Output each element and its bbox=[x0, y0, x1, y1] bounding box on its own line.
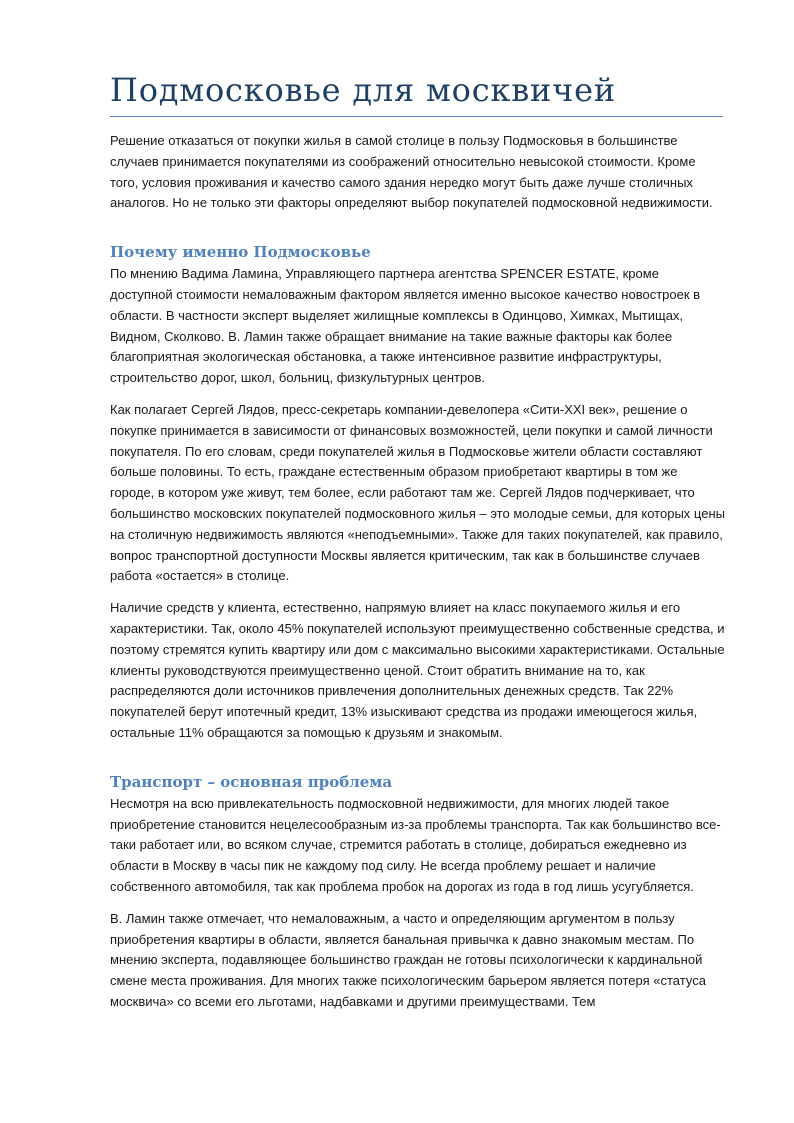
paragraph: Как полагает Сергей Лядов, пресс-секретарь компании-девелопера «Сити-XXI век», решение о покупке принимается в зависимости от финансовых возможностей, цели покупки и самой личности покупателя. По его словам, среди покупателей жилья в Подмосковье жители области составляют больше половины. То есть, граждане естественным образом приобретают квартиры в том же городе, в котором уже живут, тем более, если работают там же. Сергей Лядов подчеркивает, что большинство московских покупателей подмосковного жилья – это молодые семьи, для которых цены на столичную недвижимость являются «неподъемными». Также для таких покупателей, как правило, вопрос транспортной доступности Москвы является критическим, так как в большинстве случаев работа «остается» в столице. bbox=[110, 401, 725, 584]
paragraph: Несмотря на всю привлекательность подмосковной недвижимости, для многих людей такое приобретение становится нецелесообразным из-за проблемы транспорта. Так как большинство все-таки работает или, во всяком случае, стремится работать в столице, добираться ежедневно из области в Москву в часы пик не каждому под силу. Не всегда проблему решает и наличие собственного автомобиля, так как проблема пробок на дорогах из года в год лишь усугубляется. bbox=[110, 795, 721, 894]
document-body bbox=[110, 131, 725, 1024]
document-title: Подмосковье для москвичей bbox=[110, 71, 616, 109]
intro-paragraph: Решение отказаться от покупки жилья в самой столице в пользу Подмосковья в большинстве случаев принимается покупателями из соображений относительно невысокой стоимости. Кроме того, условия проживания и качество самого здания нередко могут быть даже лучше столичных аналогов. Но не только эти факторы определяют выбор покупателей подмосковной недвижимости. bbox=[110, 133, 713, 211]
section-heading-why-podmoskovye: Почему именно Подмосковье bbox=[110, 243, 371, 262]
section-heading-transport: Транспорт – основная проблема bbox=[110, 772, 393, 791]
paragraph: В. Ламин также отмечает, что немаловажным, а часто и определяющим аргументом в пользу приобретения квартиры в области, является банальная привычка к давно знакомым местам. По мнению эксперта, подавляющее большинство граждан не готовы психологически к кардинальной смене места проживания. Для многих также психологическим барьером является потеря «статуса москвича» со всеми его льготами, надбавками и другими преимуществами. Тем bbox=[110, 910, 706, 1009]
paragraph: Наличие средств у клиента, естественно, напрямую влияет на класс покупаемого жилья и его характеристики. Так, около 45% покупателей используют преимущественно собственные средства, и поэтому стремятся купить квартиру или дом с максимально высокими характеристиками. Остальные клиенты руководствуются преимущественно ценой. Стоит обратить внимание на то, как распределяются доли источников привлечения дополнительных денежных средств. Так 22% покупателей берут ипотечный кредит, 13% изыскивают средства из продажи имеющегося жилья, остальные 11% обращаются за помощью к друзьям и знакомым. bbox=[110, 600, 725, 740]
title-underline bbox=[110, 116, 723, 117]
paragraph: По мнению Вадима Ламина, Управляющего партнера агентства SPENCER ESTATE, кроме доступной стоимости немаловажным фактором является именно высокое качество новостроек в области. В частности эксперт выделяет жилищные комплексы в Одинцово, Химках, Мытищах, Видном, Сколково. В. Ламин также обращает внимание на такие важные факторы как более благоприятная экологическая обстановка, а также интенсивное развитие инфраструктуры, строительство дорог, школ, больниц, физкультурных центров. bbox=[110, 266, 701, 386]
